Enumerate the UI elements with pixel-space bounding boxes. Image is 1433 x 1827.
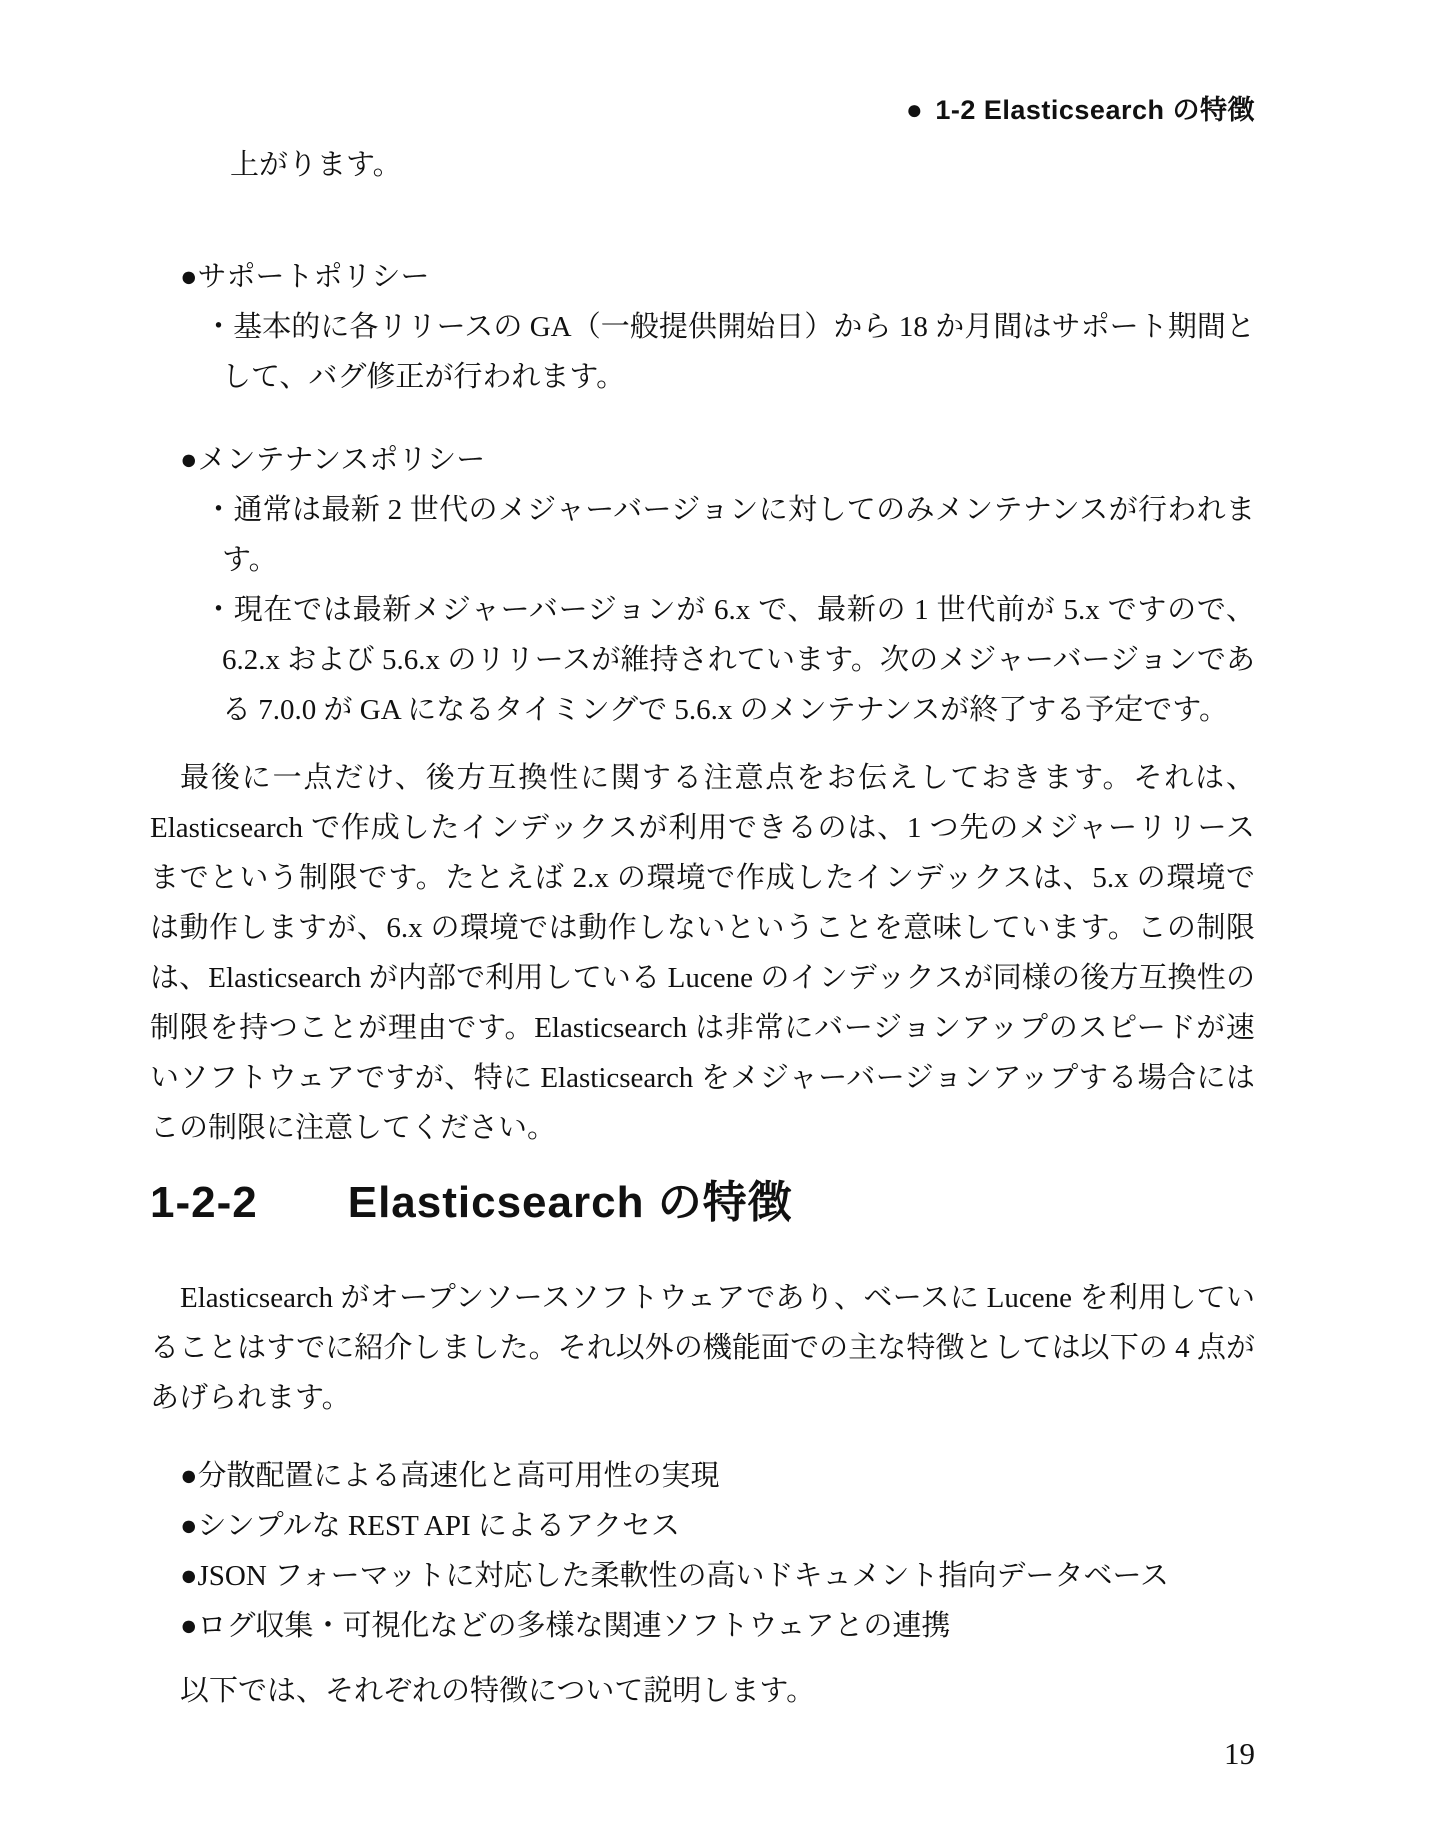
feature-item: ●JSON フォーマットに対応した柔軟性の高いドキュメント指向データベース: [180, 1560, 1170, 1592]
support-policy-item: ・基本的に各リリースの GA（一般提供開始日）から 18 か月間はサポート期間として、バグ修正が行われます。: [204, 311, 1255, 393]
running-header-text: 1-2 Elasticsearch の特徴: [935, 95, 1255, 125]
features-list: [150, 1451, 1255, 1651]
feature-item: ●シンプルな REST API によるアクセス: [180, 1510, 681, 1542]
header-bullet-icon: ●: [905, 94, 924, 125]
maintenance-policy-section: [150, 435, 1255, 735]
maintenance-policy-heading: ●メンテナンスポリシー: [180, 444, 486, 476]
features-outro-paragraph: 以下では、それぞれの特徴について説明します。: [180, 1675, 816, 1707]
support-policy-heading: ●サポートポリシー: [180, 261, 430, 293]
feature-item: ●分散配置による高速化と高可用性の実現: [180, 1460, 720, 1492]
section-number: 1-2-2: [150, 1178, 258, 1227]
support-policy-section: [150, 252, 1255, 402]
feature-item: ●ログ収集・可視化などの多様な関連ソフトウェアとの連携: [180, 1610, 951, 1642]
compatibility-paragraph: 最後に一点だけ、後方互換性に関する注意点をお伝えしておきます。それは、Elasticsearch で作成したインデックスが利用できるのは、1 つ先のメジャーリリースまでという制限です。たとえば 2.x の環境で作成したインデックスは、5.x の環境では動作しますが、6.x の環境では動作しないということを意味しています。この制限は、Elasticsearch が内部で利用している Lucene のインデックスが同様の後方互換性の制限を持つことが理由です。Elasticsearch は非常にバージョンアップのスピードが速いソフトウェアですが、特に Elasticsearch をメジャーバージョンアップする場合にはこの制限に注意してください。: [150, 762, 1255, 1144]
running-header: [906, 88, 1255, 127]
features-intro-paragraph: Elasticsearch がオープンソースソフトウェアであり、ベースに Lucene を利用していることはすでに紹介しました。それ以外の機能面での主な特徴としては以下の 4 点があげられます。: [150, 1282, 1255, 1414]
page-number: 19: [1224, 1736, 1255, 1771]
page-content: [150, 140, 1255, 1716]
section-heading: [150, 1173, 1255, 1233]
maintenance-policy-item: ・通常は最新 2 世代のメジャーバージョンに対してのみメンテナンスが行われます。: [204, 494, 1255, 576]
carryover-line: 上がります。: [230, 149, 402, 181]
section-title: Elasticsearch の特徴: [347, 1178, 793, 1227]
maintenance-policy-item: ・現在では最新メジャーバージョンが 6.x で、最新の 1 世代前が 5.x ですので、6.2.x および 5.6.x のリリースが維持されています。次のメジャーバージョンである 7.0.0 が GA になるタイミングで 5.6.x のメンテナンスが終了する予定です。: [204, 594, 1255, 726]
